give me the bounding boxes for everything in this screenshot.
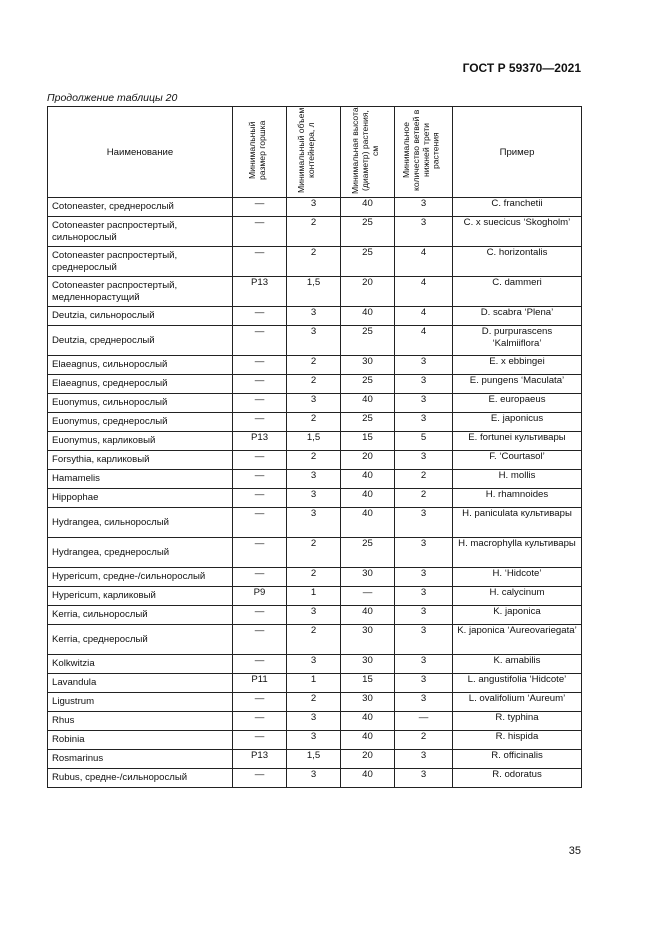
cell-volume: 3 bbox=[287, 712, 341, 731]
cell-volume: 2 bbox=[287, 356, 341, 375]
table-row bbox=[48, 769, 582, 788]
cell-name: Hydrangea, сильнорослый bbox=[48, 508, 233, 538]
cell-volume: 3 bbox=[287, 508, 341, 538]
cell-branches: 3 bbox=[395, 606, 453, 625]
cell-pot-size: — bbox=[233, 413, 287, 432]
cell-name: Ligustrum bbox=[48, 693, 233, 712]
cell-height: 15 bbox=[341, 432, 395, 451]
cell-pot-size: P13 bbox=[233, 750, 287, 769]
cell-name: Rosmarinus bbox=[48, 750, 233, 769]
cell-name: Cotoneaster распростертый, медленнорастущий bbox=[48, 277, 233, 307]
cell-example: F. ‘Courtasol’ bbox=[453, 451, 582, 470]
cell-example: H. paniculata культивары bbox=[453, 508, 582, 538]
table-row bbox=[48, 470, 582, 489]
cell-pot-size: — bbox=[233, 508, 287, 538]
col-header-pot-size: Минимальный размер горшка bbox=[233, 107, 287, 198]
cell-name: Deutzia, среднерослый bbox=[48, 326, 233, 356]
cell-volume: 3 bbox=[287, 198, 341, 217]
cell-volume: 2 bbox=[287, 625, 341, 655]
cell-name: Kolkwitzia bbox=[48, 655, 233, 674]
cell-height: 40 bbox=[341, 307, 395, 326]
cell-volume: 3 bbox=[287, 394, 341, 413]
table-row bbox=[48, 489, 582, 508]
table-row bbox=[48, 606, 582, 625]
cell-volume: 3 bbox=[287, 326, 341, 356]
col-header-name: Наименование bbox=[48, 107, 233, 198]
cell-pot-size: — bbox=[233, 217, 287, 247]
cell-volume: 1 bbox=[287, 587, 341, 606]
cell-volume: 2 bbox=[287, 568, 341, 587]
table-row bbox=[48, 587, 582, 606]
cell-pot-size: — bbox=[233, 731, 287, 750]
cell-height: 20 bbox=[341, 750, 395, 769]
cell-example: K. japonica bbox=[453, 606, 582, 625]
table-row bbox=[48, 432, 582, 451]
cell-height: 40 bbox=[341, 470, 395, 489]
cell-name: Rhus bbox=[48, 712, 233, 731]
cell-volume: 3 bbox=[287, 769, 341, 788]
table-row bbox=[48, 693, 582, 712]
cell-example: R. hispida bbox=[453, 731, 582, 750]
cell-volume: 1,5 bbox=[287, 750, 341, 769]
table-row bbox=[48, 413, 582, 432]
cell-height: 30 bbox=[341, 356, 395, 375]
col-header-example: Пример bbox=[453, 107, 582, 198]
cell-example: L. ovalifolium ‘Aureum’ bbox=[453, 693, 582, 712]
cell-pot-size: P9 bbox=[233, 587, 287, 606]
cell-pot-size: P13 bbox=[233, 277, 287, 307]
cell-height: 40 bbox=[341, 712, 395, 731]
cell-volume: 1,5 bbox=[287, 277, 341, 307]
cell-branches: 2 bbox=[395, 731, 453, 750]
cell-pot-size: — bbox=[233, 451, 287, 470]
cell-height: 25 bbox=[341, 217, 395, 247]
cell-pot-size: — bbox=[233, 307, 287, 326]
table-row bbox=[48, 625, 582, 655]
cell-height: 30 bbox=[341, 568, 395, 587]
cell-branches: 3 bbox=[395, 451, 453, 470]
cell-name: Cotoneaster, среднерослый bbox=[48, 198, 233, 217]
cell-example: C. x suecicus ‘Skogholm’ bbox=[453, 217, 582, 247]
col-header-plant-height: Минимальная высота (диаметр) растения, см bbox=[341, 107, 395, 198]
cell-name: Hydrangea, среднерослый bbox=[48, 538, 233, 568]
cell-pot-size: — bbox=[233, 356, 287, 375]
cell-branches: 3 bbox=[395, 356, 453, 375]
cell-example: E. x ebbingei bbox=[453, 356, 582, 375]
cell-pot-size: — bbox=[233, 375, 287, 394]
plants-table bbox=[47, 106, 582, 788]
cell-pot-size: P13 bbox=[233, 432, 287, 451]
cell-example: E. japonicus bbox=[453, 413, 582, 432]
cell-height: 25 bbox=[341, 247, 395, 277]
cell-pot-size: P11 bbox=[233, 674, 287, 693]
cell-example: D. scabra ‘Plena’ bbox=[453, 307, 582, 326]
table-row bbox=[48, 394, 582, 413]
page-number: 35 bbox=[568, 845, 581, 857]
cell-volume: 2 bbox=[287, 375, 341, 394]
cell-branches: 3 bbox=[395, 538, 453, 568]
cell-branches: 3 bbox=[395, 413, 453, 432]
cell-volume: 2 bbox=[287, 413, 341, 432]
cell-name: Elaeagnus, сильнорослый bbox=[48, 356, 233, 375]
cell-height: 40 bbox=[341, 606, 395, 625]
cell-example: L. angustifolia ‘Hidcote’ bbox=[453, 674, 582, 693]
table-row bbox=[48, 655, 582, 674]
cell-name: Cotoneaster распростертый, среднерослый bbox=[48, 247, 233, 277]
cell-name: Hypericum, карликовый bbox=[48, 587, 233, 606]
cell-branches: 3 bbox=[395, 508, 453, 538]
cell-example: H. mollis bbox=[453, 470, 582, 489]
cell-name: Rubus, средне-/сильнорослый bbox=[48, 769, 233, 788]
cell-branches: 3 bbox=[395, 217, 453, 247]
cell-name: Cotoneaster распростертый, сильнорослый bbox=[48, 217, 233, 247]
cell-name: Forsythia, карликовый bbox=[48, 451, 233, 470]
cell-branches: 3 bbox=[395, 655, 453, 674]
table-row bbox=[48, 247, 582, 277]
table-row bbox=[48, 538, 582, 568]
cell-branches: 4 bbox=[395, 326, 453, 356]
cell-volume: 3 bbox=[287, 489, 341, 508]
cell-example: K. japonica ‘Aureovariegata’ bbox=[453, 625, 582, 655]
cell-name: Euonymus, карликовый bbox=[48, 432, 233, 451]
cell-example: K. amabilis bbox=[453, 655, 582, 674]
cell-pot-size: — bbox=[233, 326, 287, 356]
table-row bbox=[48, 326, 582, 356]
cell-height: 30 bbox=[341, 625, 395, 655]
cell-height: 25 bbox=[341, 375, 395, 394]
cell-name: Kerria, сильнорослый bbox=[48, 606, 233, 625]
cell-height: 25 bbox=[341, 413, 395, 432]
cell-example: D. purpurascens ‘Kalmiiflora’ bbox=[453, 326, 582, 356]
cell-volume: 1 bbox=[287, 674, 341, 693]
cell-pot-size: — bbox=[233, 538, 287, 568]
table-caption: Продолжение таблицы 20 bbox=[47, 92, 178, 104]
cell-branches: 3 bbox=[395, 769, 453, 788]
cell-example: C. dammeri bbox=[453, 277, 582, 307]
cell-branches: 5 bbox=[395, 432, 453, 451]
table-row bbox=[48, 198, 582, 217]
cell-pot-size: — bbox=[233, 769, 287, 788]
cell-volume: 3 bbox=[287, 655, 341, 674]
cell-height: 20 bbox=[341, 277, 395, 307]
table-row bbox=[48, 508, 582, 538]
table-row bbox=[48, 451, 582, 470]
table-row bbox=[48, 674, 582, 693]
cell-branches: 3 bbox=[395, 750, 453, 769]
cell-volume: 3 bbox=[287, 606, 341, 625]
cell-example: R. odoratus bbox=[453, 769, 582, 788]
cell-branches: 4 bbox=[395, 277, 453, 307]
cell-pot-size: — bbox=[233, 712, 287, 731]
table-row bbox=[48, 356, 582, 375]
cell-height: 40 bbox=[341, 508, 395, 538]
cell-name: Elaeagnus, среднерослый bbox=[48, 375, 233, 394]
cell-branches: 3 bbox=[395, 375, 453, 394]
cell-name: Euonymus, сильнорослый bbox=[48, 394, 233, 413]
cell-branches: 3 bbox=[395, 625, 453, 655]
cell-height: 40 bbox=[341, 731, 395, 750]
cell-height: — bbox=[341, 587, 395, 606]
cell-name: Deutzia, сильнорослый bbox=[48, 307, 233, 326]
cell-height: 15 bbox=[341, 674, 395, 693]
cell-volume: 3 bbox=[287, 731, 341, 750]
cell-volume: 2 bbox=[287, 693, 341, 712]
cell-example: C. franchetii bbox=[453, 198, 582, 217]
cell-height: 30 bbox=[341, 693, 395, 712]
cell-volume: 1,5 bbox=[287, 432, 341, 451]
cell-example: H. ‘Hidcote’ bbox=[453, 568, 582, 587]
cell-branches: 3 bbox=[395, 674, 453, 693]
cell-height: 25 bbox=[341, 326, 395, 356]
cell-pot-size: — bbox=[233, 655, 287, 674]
cell-branches: 2 bbox=[395, 489, 453, 508]
cell-height: 25 bbox=[341, 538, 395, 568]
cell-name: Lavandula bbox=[48, 674, 233, 693]
cell-pot-size: — bbox=[233, 489, 287, 508]
cell-pot-size: — bbox=[233, 470, 287, 489]
cell-name: Hamamelis bbox=[48, 470, 233, 489]
table-row bbox=[48, 750, 582, 769]
cell-example: H. calycinum bbox=[453, 587, 582, 606]
table-header-row bbox=[48, 107, 582, 198]
table-row bbox=[48, 712, 582, 731]
cell-branches: 3 bbox=[395, 568, 453, 587]
cell-branches: — bbox=[395, 712, 453, 731]
cell-branches: 3 bbox=[395, 693, 453, 712]
cell-volume: 3 bbox=[287, 307, 341, 326]
cell-height: 40 bbox=[341, 198, 395, 217]
table-row bbox=[48, 307, 582, 326]
cell-name: Robinia bbox=[48, 731, 233, 750]
cell-branches: 4 bbox=[395, 307, 453, 326]
cell-example: E. europaeus bbox=[453, 394, 582, 413]
cell-pot-size: — bbox=[233, 625, 287, 655]
col-header-container-volume: Минимальный объем контейнера, л bbox=[287, 107, 341, 198]
cell-example: C. horizontalis bbox=[453, 247, 582, 277]
cell-name: Hypericum, средне-/сильнорослый bbox=[48, 568, 233, 587]
cell-volume: 3 bbox=[287, 470, 341, 489]
cell-name: Euonymus, среднерослый bbox=[48, 413, 233, 432]
cell-height: 40 bbox=[341, 489, 395, 508]
cell-example: E. pungens ‘Maculata’ bbox=[453, 375, 582, 394]
cell-pot-size: — bbox=[233, 693, 287, 712]
cell-example: H. rhamnoides bbox=[453, 489, 582, 508]
cell-volume: 2 bbox=[287, 217, 341, 247]
cell-name: Kerria, среднерослый bbox=[48, 625, 233, 655]
cell-pot-size: — bbox=[233, 198, 287, 217]
cell-branches: 2 bbox=[395, 470, 453, 489]
cell-pot-size: — bbox=[233, 568, 287, 587]
cell-pot-size: — bbox=[233, 606, 287, 625]
table-row bbox=[48, 731, 582, 750]
table-row bbox=[48, 375, 582, 394]
cell-height: 40 bbox=[341, 394, 395, 413]
cell-name: Hippophae bbox=[48, 489, 233, 508]
table-row bbox=[48, 277, 582, 307]
cell-height: 30 bbox=[341, 655, 395, 674]
cell-example: R. officinalis bbox=[453, 750, 582, 769]
cell-height: 40 bbox=[341, 769, 395, 788]
table-row bbox=[48, 568, 582, 587]
cell-example: R. typhina bbox=[453, 712, 582, 731]
cell-volume: 2 bbox=[287, 247, 341, 277]
cell-branches: 3 bbox=[395, 587, 453, 606]
cell-volume: 2 bbox=[287, 451, 341, 470]
cell-pot-size: — bbox=[233, 247, 287, 277]
table-row bbox=[48, 217, 582, 247]
cell-branches: 3 bbox=[395, 198, 453, 217]
cell-example: H. macrophylla культивары bbox=[453, 538, 582, 568]
cell-volume: 2 bbox=[287, 538, 341, 568]
cell-branches: 3 bbox=[395, 394, 453, 413]
cell-example: E. fortunei культивары bbox=[453, 432, 582, 451]
cell-pot-size: — bbox=[233, 394, 287, 413]
standard-number: ГОСТ Р 59370—2021 bbox=[462, 61, 581, 75]
cell-branches: 4 bbox=[395, 247, 453, 277]
col-header-branch-count: Минимальное количество ветвей в нижней трети растения bbox=[395, 107, 453, 198]
cell-height: 20 bbox=[341, 451, 395, 470]
